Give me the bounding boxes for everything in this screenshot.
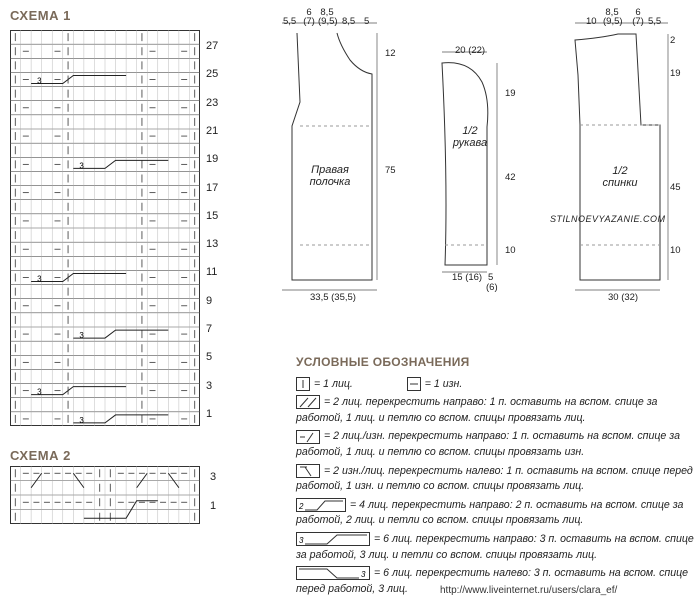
sleeve-right-dim-1: 19 (505, 88, 516, 99)
back-outline (575, 34, 660, 280)
scheme2-row-1: 1 (210, 500, 217, 512)
svg-text:2: 2 (299, 501, 304, 511)
cross-left-purl-knit-icon (296, 464, 320, 478)
front-top-dim-4: 8,5 (342, 16, 356, 27)
svg-text:3: 3 (37, 387, 42, 397)
scheme1-row-number: 21 (206, 125, 219, 137)
back-right-dim-2: 19 (670, 68, 681, 79)
legend-purl-text: = 1 изн. (424, 377, 463, 390)
back-top-dim-1: 10 (586, 16, 597, 27)
source-url: http://www.liveinternet.ru/users/clara_ef/ (440, 585, 618, 596)
scheme1-row-number: 1 (206, 407, 213, 420)
scheme2-title: СХЕМА 2 (10, 448, 71, 463)
front-bottom-dim: 33,5 (35,5) (310, 292, 356, 303)
legend-item-1: = 2 лиц. перекрестить направо: 1 п. оставить на вспом. спице за работой, 1 лиц. и петлю со вспом. спицы провязать лиц. (296, 396, 658, 424)
back-bottom-dim: 30 (32) (608, 292, 639, 303)
cross-right-4-icon (296, 498, 346, 512)
scheme1-row-number: 13 (206, 238, 219, 251)
legend-knit-text: = 1 лиц. (314, 377, 353, 390)
sleeve-right-dim-2: 42 (505, 172, 516, 183)
scheme1-chart (10, 30, 200, 426)
front-top-dim-2: 6 (7) (303, 7, 315, 27)
front-outline (292, 33, 372, 280)
cross-right-6-icon (296, 532, 370, 546)
legend-knit-purl (296, 377, 696, 393)
watermark: STILNOEVYAZANIE.COM (550, 214, 666, 224)
sleeve-outline (442, 63, 488, 265)
cross-left-6-icon (296, 566, 370, 580)
back-top-dim-2: 8,5 (9,5) (603, 7, 623, 27)
back-right-dim-1: 2 (670, 35, 676, 46)
knit-symbol-icon (296, 377, 310, 391)
cross-right-knit-purl-icon (296, 430, 320, 444)
svg-text:3: 3 (79, 331, 84, 341)
scheme2-chart (10, 466, 200, 524)
back-top-dim-4: 5,5 (648, 16, 662, 27)
legend-item-3: = 2 изн./лиц. перекрестить налево: 1 п. оставить на вспом. спице перед работой, 1 изн. и петлю со вспом. спицы провязать лиц. (296, 464, 693, 493)
front-right-dim-1: 12 (385, 48, 396, 59)
scheme1-row-number: 15 (206, 209, 219, 222)
sleeve-label: 1/2 рукава (452, 125, 488, 149)
front-right-dim-2: 75 (385, 165, 396, 176)
purl-symbol-icon (407, 377, 421, 391)
svg-text:3: 3 (79, 415, 84, 425)
scheme1-row-number: 23 (206, 96, 219, 109)
front-top-dim-1: 5,5 (283, 16, 297, 27)
svg-text:3: 3 (37, 274, 42, 284)
sleeve-bottom-dim-3: (6) (486, 282, 498, 293)
svg-text:3: 3 (299, 536, 304, 546)
legend-item-5: 3 = 6 лиц. перекрестить направо: 3 п. оставить на вспом. спице за работой, 3 лиц. и петли со вспом. спицы провязать лиц. (296, 532, 694, 561)
scheme1-row-number: 25 (206, 68, 219, 81)
scheme2-row-3: 3 (210, 471, 217, 483)
legend-item-2: = 2 лиц./изн. перекрестить направо: 1 п. оставить на вспом. спице за работой, 1 лиц. и петлю со вспом. спицы провязать изн. (296, 430, 680, 458)
scheme1-row-number: 3 (206, 379, 213, 392)
scheme1-row-number: 19 (206, 153, 219, 166)
scheme1-row-number: 11 (206, 266, 218, 279)
sleeve-top-dim: 20 (22) (455, 45, 486, 56)
front-label: Правая полочка (309, 164, 351, 188)
svg-text:3: 3 (361, 570, 366, 580)
svg-text:3: 3 (37, 76, 42, 86)
back-top-dim-3: 6 (7) (632, 7, 644, 27)
legend (296, 355, 696, 600)
back-right-dim-3: 45 (670, 182, 681, 193)
legend-title: УСЛОВНЫЕ ОБОЗНАЧЕНИЯ (296, 355, 470, 369)
front-top-dim-5: 5 (364, 16, 370, 27)
sleeve-bottom-dim: 15 (16) (452, 272, 483, 283)
back-right-dim-4: 10 (670, 245, 681, 256)
cross-right-2-icon (296, 395, 320, 409)
scheme1-row-number: 9 (206, 294, 213, 307)
svg-text:3: 3 (79, 161, 84, 171)
scheme1-row-number: 17 (206, 181, 219, 194)
scheme1-title: СХЕМА 1 (10, 8, 71, 23)
legend-item-4: 2 = 4 лиц. перекрестить направо: 2 п. оставить на вспом. спице за работой, 2 лиц. и петли со вспом. спицы провязать лиц. (296, 498, 684, 527)
scheme1-row-number: 5 (206, 351, 213, 364)
sleeve-right-dim-3: 10 (505, 245, 516, 256)
sleeve-bottom-dim-2: 5 (488, 272, 494, 283)
scheme1-row-number: 27 (206, 40, 219, 53)
legend-item-6: 3 = 6 лиц. перекрестить налево: 3 п. оставить на вспом. спице перед работой, 3 лиц. (296, 567, 689, 595)
scheme1-row-number: 7 (206, 323, 213, 335)
back-label: 1/2 спинки (602, 165, 638, 189)
front-top-dim-3: 8,5 (9,5) (318, 7, 338, 27)
